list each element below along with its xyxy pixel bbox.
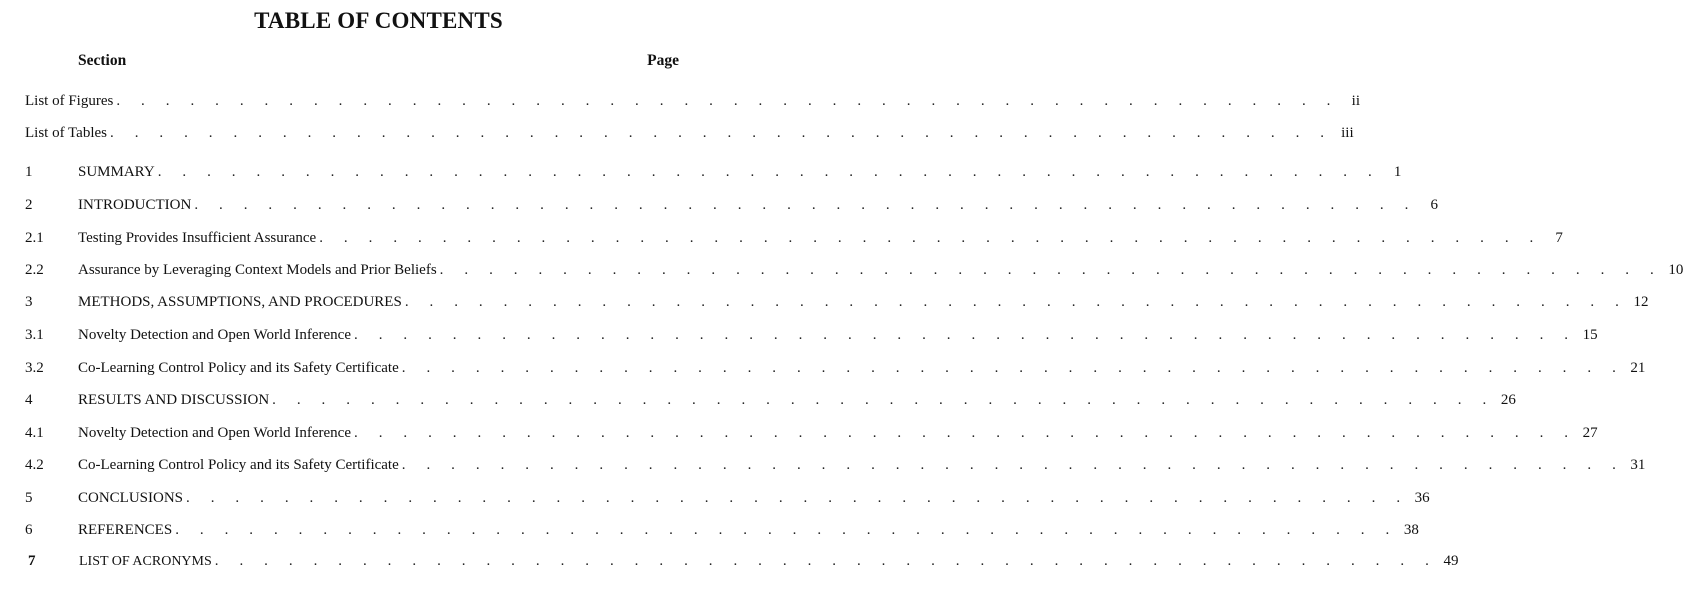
toc-entry-number: 4 bbox=[25, 392, 33, 408]
toc-entry-list-of-tables[interactable] bbox=[25, 122, 1354, 144]
toc-entry-number: 4.1 bbox=[25, 425, 44, 441]
dot-leader: . . . . . . . . . . . . . . . . . . . . . . . . . . . . . . . . . . . . . . . . . . . . . . . . . . bbox=[401, 360, 1625, 376]
toc-entry-number: 5 bbox=[25, 490, 33, 506]
toc-entry-summary[interactable] bbox=[25, 161, 1402, 183]
toc-entry-3-1[interactable] bbox=[25, 324, 1598, 346]
toc-entry-number: 3.2 bbox=[25, 360, 44, 376]
toc-entry-number: 3.1 bbox=[25, 327, 44, 343]
toc-entry-label: Novelty Detection and Open World Inference bbox=[78, 425, 351, 441]
dot-leader: . . . . . . . . . . . . . . . . . . . . . . . . . . . . . . . . . . . . . . . . . . . . . . . . . . bbox=[354, 425, 1577, 441]
toc-entry-number: 4.2 bbox=[25, 457, 44, 473]
toc-entry-label: LIST OF ACRONYMS bbox=[79, 554, 212, 569]
dot-leader: . . . . . . . . . . . . . . . . . . . . . . . . . . . . . . . . . . . . . . . . . . . . . . . . . . bbox=[354, 327, 1577, 343]
dot-leader: . . . . . . . . . . . . . . . . . . . . . . . . . . . . . . . . . . . . . . . . . . . . . . . . . . bbox=[186, 490, 1409, 506]
toc-entry-page: 31 bbox=[1630, 457, 1646, 473]
toc-entry-3-2[interactable] bbox=[25, 357, 1646, 379]
toc-entry-page: 21 bbox=[1630, 360, 1646, 376]
toc-entry-results[interactable] bbox=[25, 389, 1516, 411]
dot-leader: . . . . . . . . . . . . . . . . . . . . . . . . . . . . . . . . . . . . . . . . . . . . . . . . . . bbox=[272, 392, 1495, 408]
toc-entry-page: iii bbox=[1341, 125, 1354, 141]
toc-entry-label: CONCLUSIONS bbox=[78, 490, 184, 506]
toc-entry-introduction[interactable] bbox=[25, 194, 1438, 216]
page-column-header: Page bbox=[647, 52, 679, 69]
toc-entry-page: 7 bbox=[1555, 230, 1563, 246]
toc-entry-references[interactable] bbox=[25, 519, 1419, 541]
toc-entry-number: 2 bbox=[25, 197, 33, 213]
toc-entry-page: 49 bbox=[1443, 553, 1459, 569]
toc-entry-page: 10 bbox=[1668, 262, 1683, 278]
toc-entry-label: SUMMARY bbox=[78, 164, 155, 180]
toc-entry-page: 27 bbox=[1582, 425, 1598, 441]
dot-leader: . . . . . . . . . . . . . . . . . . . . . . . . . . . . . . . . . . . . . . . . . . . . . . . . . . bbox=[116, 93, 1339, 109]
toc-entry-number: 7 bbox=[28, 553, 36, 569]
toc-entry-number: 2.2 bbox=[25, 262, 44, 278]
toc-entry-acronyms[interactable] bbox=[25, 550, 1459, 572]
dot-leader: . . . . . . . . . . . . . . . . . . . . . . . . . . . . . . . . . . . . . . . . . . . . . . . . . . bbox=[157, 164, 1381, 180]
toc-entry-number: 1 bbox=[25, 164, 33, 180]
toc-entry-label: Assurance by Leveraging Context Models and Prior Beliefs bbox=[78, 262, 437, 278]
toc-entry-page: 26 bbox=[1500, 392, 1516, 408]
toc-entry-label: REFERENCES bbox=[78, 522, 173, 538]
toc-entry-2-2[interactable] bbox=[25, 259, 1683, 281]
toc-entry-label: Testing Provides Insufficient Assurance bbox=[78, 230, 317, 246]
toc-entry-page: 1 bbox=[1393, 164, 1402, 180]
toc-entry-label: Co-Learning Control Policy and its Safety Certificate bbox=[78, 457, 399, 473]
toc-entry-label: List of Figures bbox=[25, 93, 114, 109]
toc-entry-label: INTRODUCTION bbox=[78, 197, 192, 213]
toc-entry-2-1[interactable] bbox=[25, 227, 1563, 249]
toc-entry-page: 36 bbox=[1414, 490, 1430, 506]
toc-entry-page: 12 bbox=[1633, 294, 1649, 310]
dot-leader: . . . . . . . . . . . . . . . . . . . . . . . . . . . . . . . . . . . . . . . . . . . . . . . . . . bbox=[194, 197, 1417, 213]
dot-leader: . . . . . . . . . . . . . . . . . . . . . . . . . . . . . . . . . . . . . . . . . . . . . . . . . . bbox=[110, 125, 1333, 141]
toc-entry-page: 38 bbox=[1403, 522, 1419, 538]
toc-entry-label: Novelty Detection and Open World Inference bbox=[78, 327, 351, 343]
dot-leader: . . . . . . . . . . . . . . . . . . . . . . . . . . . . . . . . . . . . . . . . . . . . . . . . . . bbox=[401, 457, 1625, 473]
toc-entry-label: Co-Learning Control Policy and its Safety Certificate bbox=[78, 360, 399, 376]
toc-entry-4-2[interactable] bbox=[25, 454, 1646, 476]
toc-entry-list-of-figures[interactable] bbox=[25, 90, 1360, 112]
page-title: TABLE OF CONTENTS bbox=[254, 8, 503, 33]
toc-entry-number: 2.1 bbox=[25, 230, 44, 246]
toc-entry-conclusions[interactable] bbox=[25, 487, 1430, 509]
dot-leader: . . . . . . . . . . . . . . . . . . . . . . . . . . . . . . . . . . . . . . . . . . . . . . . . . . bbox=[214, 553, 1438, 569]
toc-entry-4-1[interactable] bbox=[25, 422, 1598, 444]
dot-leader: . . . . . . . . . . . . . . . . . . . . . . . . . . . . . . . . . . . . . . . . . . . . . . . . . . bbox=[404, 294, 1628, 310]
toc-entry-number: 3 bbox=[25, 294, 33, 310]
dot-leader: . . . . . . . . . . . . . . . . . . . . . . . . . . . . . . . . . . . . . . . . . . . . . . . . . . bbox=[439, 262, 1663, 278]
section-column-header: Section bbox=[78, 52, 127, 69]
toc-entry-page: 6 bbox=[1430, 197, 1438, 213]
toc-entry-methods[interactable] bbox=[25, 291, 1649, 313]
toc-entry-label: RESULTS AND DISCUSSION bbox=[78, 392, 270, 408]
toc-entry-page: 15 bbox=[1582, 327, 1598, 343]
toc-entry-number: 6 bbox=[25, 522, 33, 538]
toc-entry-label: METHODS, ASSUMPTIONS, AND PROCEDURES bbox=[78, 294, 402, 310]
toc-entry-label: List of Tables bbox=[25, 125, 107, 141]
dot-leader: . . . . . . . . . . . . . . . . . . . . . . . . . . . . . . . . . . . . . . . . . . . . . . . . . . bbox=[175, 522, 1398, 538]
toc-entry-page: ii bbox=[1351, 93, 1360, 109]
dot-leader: . . . . . . . . . . . . . . . . . . . . . . . . . . . . . . . . . . . . . . . . . . . . . . . . . . bbox=[319, 230, 1542, 246]
